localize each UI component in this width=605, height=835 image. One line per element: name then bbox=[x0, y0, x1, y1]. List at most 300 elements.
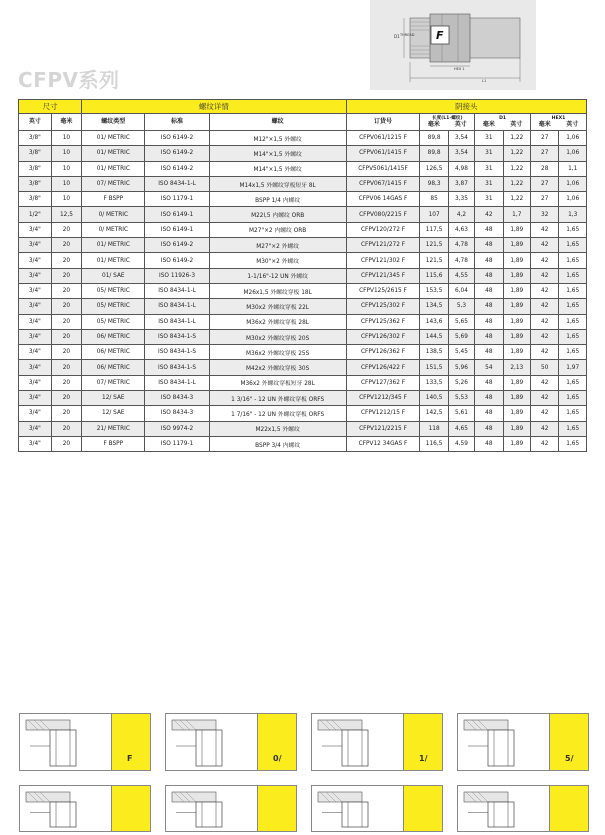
cell-d1-in: 1,22 bbox=[503, 192, 530, 207]
cell-inch: 3/8" bbox=[19, 131, 52, 146]
cell-inch: 3/4" bbox=[19, 375, 52, 390]
thread-type-tag bbox=[403, 714, 442, 770]
cell-standard: ISO 1179-1 bbox=[145, 436, 209, 451]
cell-hex-in: 1,65 bbox=[559, 375, 587, 390]
cell-d1-in: 2,13 bbox=[503, 360, 530, 375]
col-header-inch: 英寸 bbox=[19, 114, 52, 131]
table-row bbox=[19, 131, 587, 146]
length-header-top: 长度(L1-螺纹) bbox=[431, 116, 463, 121]
d1-header-top: D1 bbox=[499, 116, 507, 121]
cell-mm: 12,5 bbox=[51, 207, 82, 222]
cell-thread: M27"×2 外螺纹 bbox=[209, 238, 346, 253]
thread-type-card bbox=[311, 713, 443, 771]
table-row bbox=[19, 238, 587, 253]
cell-thread-type: 01/ METRIC bbox=[82, 131, 145, 146]
table-row bbox=[19, 406, 587, 421]
cell-d1-mm: 31 bbox=[475, 161, 503, 176]
table-row bbox=[19, 345, 587, 360]
thread-type-code: 1/ bbox=[419, 754, 428, 763]
cell-hex-mm: 42 bbox=[530, 421, 558, 436]
cell-inch: 3/4" bbox=[19, 345, 52, 360]
cell-length-mm: 153,5 bbox=[420, 283, 448, 298]
cell-d1-in: 1,89 bbox=[503, 314, 530, 329]
cell-inch: 3/8" bbox=[19, 161, 52, 176]
cell-d1-mm: 48 bbox=[475, 391, 503, 406]
cell-mm: 20 bbox=[51, 391, 82, 406]
thread-type-code: 5/ bbox=[565, 754, 574, 763]
cell-hex-mm: 42 bbox=[530, 299, 558, 314]
cell-mm: 20 bbox=[51, 283, 82, 298]
cell-d1-mm: 31 bbox=[475, 146, 503, 161]
cell-d1-in: 1,89 bbox=[503, 253, 530, 268]
cell-inch: 3/4" bbox=[19, 268, 52, 283]
cell-length-in: 6,04 bbox=[448, 283, 474, 298]
cell-thread-type: 07/ METRIC bbox=[82, 375, 145, 390]
cell-hex-mm: 42 bbox=[530, 406, 558, 421]
cell-length-in: 4,59 bbox=[448, 436, 474, 451]
cell-part-no: CFPV06 14GAS F bbox=[346, 192, 420, 207]
cell-standard: ISO 8434-1-L bbox=[145, 314, 209, 329]
d1-mm-header: 毫米 bbox=[482, 121, 495, 128]
cell-thread-type: 01/ METRIC bbox=[82, 146, 145, 161]
cell-inch: 3/4" bbox=[19, 253, 52, 268]
cell-thread: M30x2 外螺纹穿板 20S bbox=[209, 329, 346, 344]
cell-thread: M36x2 外螺纹穿板短牙 28L bbox=[209, 375, 346, 390]
cell-inch: 3/4" bbox=[19, 222, 52, 237]
cell-standard: ISO 8434-1-L bbox=[145, 283, 209, 298]
diagram-label-hex1: HEX 1 bbox=[454, 67, 465, 71]
cell-mm: 20 bbox=[51, 360, 82, 375]
cell-thread: M42x2 外螺纹穿板 30S bbox=[209, 360, 346, 375]
cell-mm: 20 bbox=[51, 329, 82, 344]
cell-d1-mm: 48 bbox=[475, 375, 503, 390]
cell-d1-mm: 48 bbox=[475, 421, 503, 436]
table-row bbox=[19, 283, 587, 298]
cell-part-no: CFPV1212/345 F bbox=[346, 391, 420, 406]
cell-inch: 3/4" bbox=[19, 391, 52, 406]
cell-hex-mm: 28 bbox=[530, 161, 558, 176]
bulkhead-male-section-icon bbox=[458, 714, 550, 770]
thread-type-code: 0/ bbox=[273, 754, 282, 763]
cell-d1-mm: 31 bbox=[475, 176, 503, 191]
cell-length-mm: 116,5 bbox=[420, 436, 448, 451]
cell-mm: 10 bbox=[51, 146, 82, 161]
cell-part-no: CFPV121/272 F bbox=[346, 238, 420, 253]
table-row bbox=[19, 207, 587, 222]
cell-length-mm: 115,6 bbox=[420, 268, 448, 283]
group-header-size: 尺寸 bbox=[19, 100, 82, 114]
cell-thread-type: 06/ METRIC bbox=[82, 329, 145, 344]
metric-orb-female-section-icon bbox=[166, 714, 258, 770]
cell-mm: 20 bbox=[51, 406, 82, 421]
cell-length-in: 5,26 bbox=[448, 375, 474, 390]
cell-length-in: 3,35 bbox=[448, 192, 474, 207]
cell-thread: M30"×2 外螺纹 bbox=[209, 253, 346, 268]
cell-inch: 3/4" bbox=[19, 283, 52, 298]
bulkhead-short-section-icon bbox=[20, 786, 112, 831]
cell-length-mm: 126,5 bbox=[420, 161, 448, 176]
cell-d1-in: 1,89 bbox=[503, 375, 530, 390]
cell-length-mm: 85 bbox=[420, 192, 448, 207]
col-header-length bbox=[420, 114, 475, 131]
cell-standard: ISO 8434-3 bbox=[145, 406, 209, 421]
diagram-label-f: F bbox=[436, 29, 444, 42]
cell-length-mm: 151,5 bbox=[420, 360, 448, 375]
cell-inch: 3/4" bbox=[19, 238, 52, 253]
spec-table-body bbox=[19, 131, 587, 452]
cell-inch: 3/8" bbox=[19, 146, 52, 161]
cell-length-mm: 89,8 bbox=[420, 146, 448, 161]
cell-part-no: CFPV061/1415 F bbox=[346, 146, 420, 161]
cell-mm: 20 bbox=[51, 253, 82, 268]
thread-type-card bbox=[19, 713, 151, 771]
cell-standard: ISO 6149-2 bbox=[145, 238, 209, 253]
cell-standard: ISO 1179-1 bbox=[145, 192, 209, 207]
cell-thread-type: 06/ METRIC bbox=[82, 345, 145, 360]
cell-part-no: CFPV127/362 F bbox=[346, 375, 420, 390]
cell-d1-in: 1,89 bbox=[503, 406, 530, 421]
cell-part-no: CFPV120/272 F bbox=[346, 222, 420, 237]
table-row bbox=[19, 391, 587, 406]
cell-part-no: CFPV5061/1415F bbox=[346, 161, 420, 176]
thread-type-code: F bbox=[127, 754, 133, 763]
metric-male-section-icon bbox=[312, 714, 404, 770]
cell-length-mm: 142,5 bbox=[420, 406, 448, 421]
cell-length-in: 5,96 bbox=[448, 360, 474, 375]
cell-inch: 3/4" bbox=[19, 436, 52, 451]
hex-header-top: HEX1 bbox=[551, 116, 566, 121]
cell-hex-mm: 42 bbox=[530, 238, 558, 253]
cell-length-in: 4,65 bbox=[448, 421, 474, 436]
cell-hex-in: 1,1 bbox=[559, 161, 587, 176]
thread-type-tag bbox=[549, 786, 588, 831]
cell-hex-mm: 42 bbox=[530, 375, 558, 390]
cell-hex-mm: 32 bbox=[530, 207, 558, 222]
cell-thread-type: 0/ METRIC bbox=[82, 222, 145, 237]
cell-mm: 10 bbox=[51, 192, 82, 207]
cell-mm: 20 bbox=[51, 436, 82, 451]
cell-part-no: CFPV126/302 F bbox=[346, 329, 420, 344]
cell-part-no: CFPV1212/15 F bbox=[346, 406, 420, 421]
cell-thread: M26x1,5 外螺纹穿板 18L bbox=[209, 283, 346, 298]
cell-length-mm: 133,5 bbox=[420, 375, 448, 390]
cell-hex-mm: 42 bbox=[530, 391, 558, 406]
thread-type-card bbox=[19, 785, 151, 832]
cell-thread-type: 12/ SAE bbox=[82, 391, 145, 406]
cell-inch: 3/4" bbox=[19, 314, 52, 329]
cell-hex-in: 1,06 bbox=[559, 146, 587, 161]
table-row bbox=[19, 146, 587, 161]
cell-standard: ISO 6149-1 bbox=[145, 207, 209, 222]
cell-part-no: CFPV125/302 F bbox=[346, 299, 420, 314]
cell-length-in: 5,3 bbox=[448, 299, 474, 314]
length-in-header: 英寸 bbox=[454, 121, 467, 128]
cell-length-mm: 144,5 bbox=[420, 329, 448, 344]
bspp-female-section-icon bbox=[20, 714, 112, 770]
col-header-hex1 bbox=[530, 114, 586, 131]
cell-thread-type: 01/ METRIC bbox=[82, 238, 145, 253]
cell-mm: 20 bbox=[51, 238, 82, 253]
product-dimension-drawing bbox=[370, 0, 536, 90]
cell-length-mm: 138,5 bbox=[420, 345, 448, 360]
cell-part-no: CFPV126/422 F bbox=[346, 360, 420, 375]
cell-mm: 20 bbox=[51, 268, 82, 283]
cell-part-no: CFPV121/302 F bbox=[346, 253, 420, 268]
group-header-female-connector: 阴接头 bbox=[346, 100, 586, 114]
cell-d1-mm: 42 bbox=[475, 207, 503, 222]
cell-hex-in: 1,65 bbox=[559, 222, 587, 237]
cell-hex-mm: 42 bbox=[530, 314, 558, 329]
col-header-thread: 螺纹 bbox=[209, 114, 346, 131]
thread-type-card bbox=[165, 713, 297, 771]
cell-hex-in: 1,65 bbox=[559, 406, 587, 421]
cell-hex-in: 1,06 bbox=[559, 131, 587, 146]
cell-thread: M12"×1,5 外螺纹 bbox=[209, 131, 346, 146]
table-row bbox=[19, 436, 587, 451]
cell-standard: ISO 9974-2 bbox=[145, 421, 209, 436]
cell-d1-in: 1,89 bbox=[503, 299, 530, 314]
cell-thread: M36x2 外螺纹穿板 25S bbox=[209, 345, 346, 360]
cell-length-mm: 89,8 bbox=[420, 131, 448, 146]
cell-d1-mm: 31 bbox=[475, 192, 503, 207]
cell-hex-mm: 42 bbox=[530, 222, 558, 237]
cell-hex-in: 1,65 bbox=[559, 345, 587, 360]
cell-standard: ISO 6149-1 bbox=[145, 222, 209, 237]
cell-standard: ISO 8434-1-S bbox=[145, 360, 209, 375]
cell-d1-mm: 48 bbox=[475, 299, 503, 314]
hex-in-header: 英寸 bbox=[566, 121, 579, 128]
cell-standard: ISO 8434-1-L bbox=[145, 375, 209, 390]
cell-d1-in: 1,22 bbox=[503, 131, 530, 146]
cell-mm: 20 bbox=[51, 314, 82, 329]
cell-inch: 3/4" bbox=[19, 329, 52, 344]
cell-hex-mm: 42 bbox=[530, 253, 558, 268]
cell-mm: 20 bbox=[51, 375, 82, 390]
cell-standard: ISO 8434-1-L bbox=[145, 299, 209, 314]
cell-length-in: 4,98 bbox=[448, 161, 474, 176]
sae-male-section-icon bbox=[458, 786, 550, 831]
cell-d1-mm: 48 bbox=[475, 436, 503, 451]
cell-standard: ISO 6149-2 bbox=[145, 253, 209, 268]
cell-d1-in: 1,89 bbox=[503, 391, 530, 406]
cell-length-mm: 117,5 bbox=[420, 222, 448, 237]
table-row bbox=[19, 299, 587, 314]
cell-hex-in: 1,3 bbox=[559, 207, 587, 222]
cell-length-in: 4,78 bbox=[448, 253, 474, 268]
cell-part-no: CFPV067/1415 F bbox=[346, 176, 420, 191]
cell-d1-mm: 48 bbox=[475, 406, 503, 421]
cell-length-mm: 134,5 bbox=[420, 299, 448, 314]
cell-part-no: CFPV080/2215 F bbox=[346, 207, 420, 222]
cell-thread-type: 05/ METRIC bbox=[82, 283, 145, 298]
spec-table bbox=[18, 99, 587, 452]
cell-length-mm: 121,5 bbox=[420, 253, 448, 268]
cell-thread: BSPP 1/4 内螺纹 bbox=[209, 192, 346, 207]
cell-length-in: 5,53 bbox=[448, 391, 474, 406]
cell-length-in: 4,63 bbox=[448, 222, 474, 237]
cell-d1-in: 1,89 bbox=[503, 421, 530, 436]
col-header-thread-type: 螺纹类型 bbox=[82, 114, 145, 131]
cell-thread: M27"×2 内螺纹 ORB bbox=[209, 222, 346, 237]
cell-inch: 3/4" bbox=[19, 299, 52, 314]
cell-hex-mm: 42 bbox=[530, 329, 558, 344]
hex-mm-header: 毫米 bbox=[538, 121, 551, 128]
cell-d1-mm: 48 bbox=[475, 253, 503, 268]
cell-d1-in: 1,22 bbox=[503, 176, 530, 191]
cell-hex-in: 1,65 bbox=[559, 391, 587, 406]
cell-thread-type: 05/ METRIC bbox=[82, 314, 145, 329]
cell-d1-in: 1,89 bbox=[503, 222, 530, 237]
thread-type-tag bbox=[549, 714, 588, 770]
cell-mm: 20 bbox=[51, 299, 82, 314]
cell-hex-mm: 42 bbox=[530, 436, 558, 451]
cell-hex-in: 1,06 bbox=[559, 192, 587, 207]
thread-type-tag bbox=[111, 714, 150, 770]
series-title: CFPV系列 bbox=[18, 68, 120, 92]
cell-standard: ISO 8434-1-S bbox=[145, 345, 209, 360]
cell-d1-in: 1,22 bbox=[503, 146, 530, 161]
cell-d1-mm: 48 bbox=[475, 268, 503, 283]
cell-d1-in: 1,89 bbox=[503, 345, 530, 360]
cell-d1-in: 1,89 bbox=[503, 436, 530, 451]
cell-thread-type: 06/ METRIC bbox=[82, 360, 145, 375]
cell-hex-mm: 50 bbox=[530, 360, 558, 375]
cell-standard: ISO 6149-2 bbox=[145, 131, 209, 146]
cell-thread: BSPP 3/4 内螺纹 bbox=[209, 436, 346, 451]
cell-hex-mm: 42 bbox=[530, 345, 558, 360]
cell-thread-type: 0/ METRIC bbox=[82, 207, 145, 222]
cell-inch: 1/2" bbox=[19, 207, 52, 222]
cell-part-no: CFPV12 34GAS F bbox=[346, 436, 420, 451]
cell-d1-mm: 54 bbox=[475, 360, 503, 375]
thread-type-tag bbox=[257, 786, 296, 831]
table-row bbox=[19, 268, 587, 283]
cell-d1-mm: 48 bbox=[475, 345, 503, 360]
cell-inch: 3/8" bbox=[19, 192, 52, 207]
thread-type-card bbox=[457, 785, 589, 832]
thread-type-tag bbox=[257, 714, 296, 770]
cell-hex-in: 1,06 bbox=[559, 176, 587, 191]
table-row bbox=[19, 375, 587, 390]
cell-thread-type: 05/ METRIC bbox=[82, 299, 145, 314]
cell-hex-in: 1,65 bbox=[559, 238, 587, 253]
cell-length-mm: 107 bbox=[420, 207, 448, 222]
thread-type-card bbox=[311, 785, 443, 832]
cell-d1-in: 1,89 bbox=[503, 268, 530, 283]
cell-length-in: 4,2 bbox=[448, 207, 474, 222]
cell-length-mm: 98,3 bbox=[420, 176, 448, 191]
thread-type-tag bbox=[403, 786, 442, 831]
table-row bbox=[19, 421, 587, 436]
cell-thread: 1 3/16" - 12 UN 外螺纹穿板 ORFS bbox=[209, 391, 346, 406]
cell-d1-mm: 48 bbox=[475, 329, 503, 344]
table-row bbox=[19, 222, 587, 237]
cell-hex-in: 1,65 bbox=[559, 283, 587, 298]
table-row bbox=[19, 360, 587, 375]
cell-hex-mm: 27 bbox=[530, 192, 558, 207]
cell-length-in: 3,54 bbox=[448, 131, 474, 146]
table-row bbox=[19, 176, 587, 191]
thread-type-card bbox=[165, 785, 297, 832]
group-header-thread-details: 螺纹详情 bbox=[82, 100, 346, 114]
cell-hex-in: 1,65 bbox=[559, 299, 587, 314]
cell-d1-mm: 48 bbox=[475, 314, 503, 329]
cell-length-in: 5,69 bbox=[448, 329, 474, 344]
cell-standard: ISO 8434-3 bbox=[145, 391, 209, 406]
diagram-label-l1: L1 bbox=[482, 79, 487, 83]
cell-part-no: CFPV061/1215 F bbox=[346, 131, 420, 146]
cell-length-in: 4,55 bbox=[448, 268, 474, 283]
cell-length-mm: 121,5 bbox=[420, 238, 448, 253]
col-header-part-no: 订货号 bbox=[346, 114, 420, 131]
table-row bbox=[19, 192, 587, 207]
cell-d1-mm: 48 bbox=[475, 222, 503, 237]
cell-d1-in: 1,89 bbox=[503, 238, 530, 253]
cell-thread-type: 21/ METRIC bbox=[82, 421, 145, 436]
col-header-d1 bbox=[475, 114, 531, 131]
cell-thread: M30x2 外螺纹穿板 22L bbox=[209, 299, 346, 314]
cell-inch: 3/4" bbox=[19, 406, 52, 421]
cell-d1-mm: 31 bbox=[475, 131, 503, 146]
cell-hex-in: 1,65 bbox=[559, 421, 587, 436]
cell-mm: 10 bbox=[51, 176, 82, 191]
cell-standard: ISO 8434-1-S bbox=[145, 329, 209, 344]
cell-hex-mm: 27 bbox=[530, 146, 558, 161]
cell-d1-in: 1,7 bbox=[503, 207, 530, 222]
cell-thread-type: 01/ METRIC bbox=[82, 161, 145, 176]
cell-hex-in: 1,65 bbox=[559, 314, 587, 329]
cell-part-no: CFPV126/362 F bbox=[346, 345, 420, 360]
cell-thread: M36x2 外螺纹穿板 28L bbox=[209, 314, 346, 329]
d1-in-header: 英寸 bbox=[510, 121, 523, 128]
cell-inch: 3/4" bbox=[19, 421, 52, 436]
cell-part-no: CFPV121/345 F bbox=[346, 268, 420, 283]
sae-orfs-section-icon bbox=[166, 786, 258, 831]
cell-hex-in: 1,65 bbox=[559, 268, 587, 283]
thread-type-tag bbox=[111, 786, 150, 831]
cell-hex-mm: 42 bbox=[530, 283, 558, 298]
cell-hex-in: 1,65 bbox=[559, 329, 587, 344]
cell-d1-in: 1,22 bbox=[503, 161, 530, 176]
cell-thread: 1-1/16"-12 UN 外螺纹 bbox=[209, 268, 346, 283]
cell-part-no: CFPV125/2615 F bbox=[346, 283, 420, 298]
cell-length-mm: 140,5 bbox=[420, 391, 448, 406]
cell-standard: ISO 6149-2 bbox=[145, 146, 209, 161]
length-mm-header: 毫米 bbox=[427, 121, 440, 128]
thread-type-card bbox=[457, 713, 589, 771]
cell-thread: M14"×1,5 外螺纹 bbox=[209, 146, 346, 161]
cell-length-mm: 143,6 bbox=[420, 314, 448, 329]
col-header-mm: 毫米 bbox=[51, 114, 82, 131]
cell-inch: 3/4" bbox=[19, 360, 52, 375]
cell-hex-in: 1,65 bbox=[559, 253, 587, 268]
cell-inch: 3/8" bbox=[19, 176, 52, 191]
cell-length-in: 4,78 bbox=[448, 238, 474, 253]
col-header-standard: 标准 bbox=[145, 114, 209, 131]
diagram-label-thread: THREAD bbox=[400, 33, 415, 37]
cell-thread: M22l,5 内螺纹 ORB bbox=[209, 207, 346, 222]
table-row bbox=[19, 314, 587, 329]
cell-mm: 20 bbox=[51, 222, 82, 237]
cell-hex-mm: 27 bbox=[530, 131, 558, 146]
cell-d1-mm: 48 bbox=[475, 283, 503, 298]
table-row bbox=[19, 253, 587, 268]
cell-hex-in: 1,97 bbox=[559, 360, 587, 375]
diagram-label-d1: D1 bbox=[394, 34, 400, 39]
cell-d1-mm: 48 bbox=[475, 238, 503, 253]
cell-part-no: CFPV125/362 F bbox=[346, 314, 420, 329]
cell-thread: M14"×1,5 外螺纹 bbox=[209, 161, 346, 176]
